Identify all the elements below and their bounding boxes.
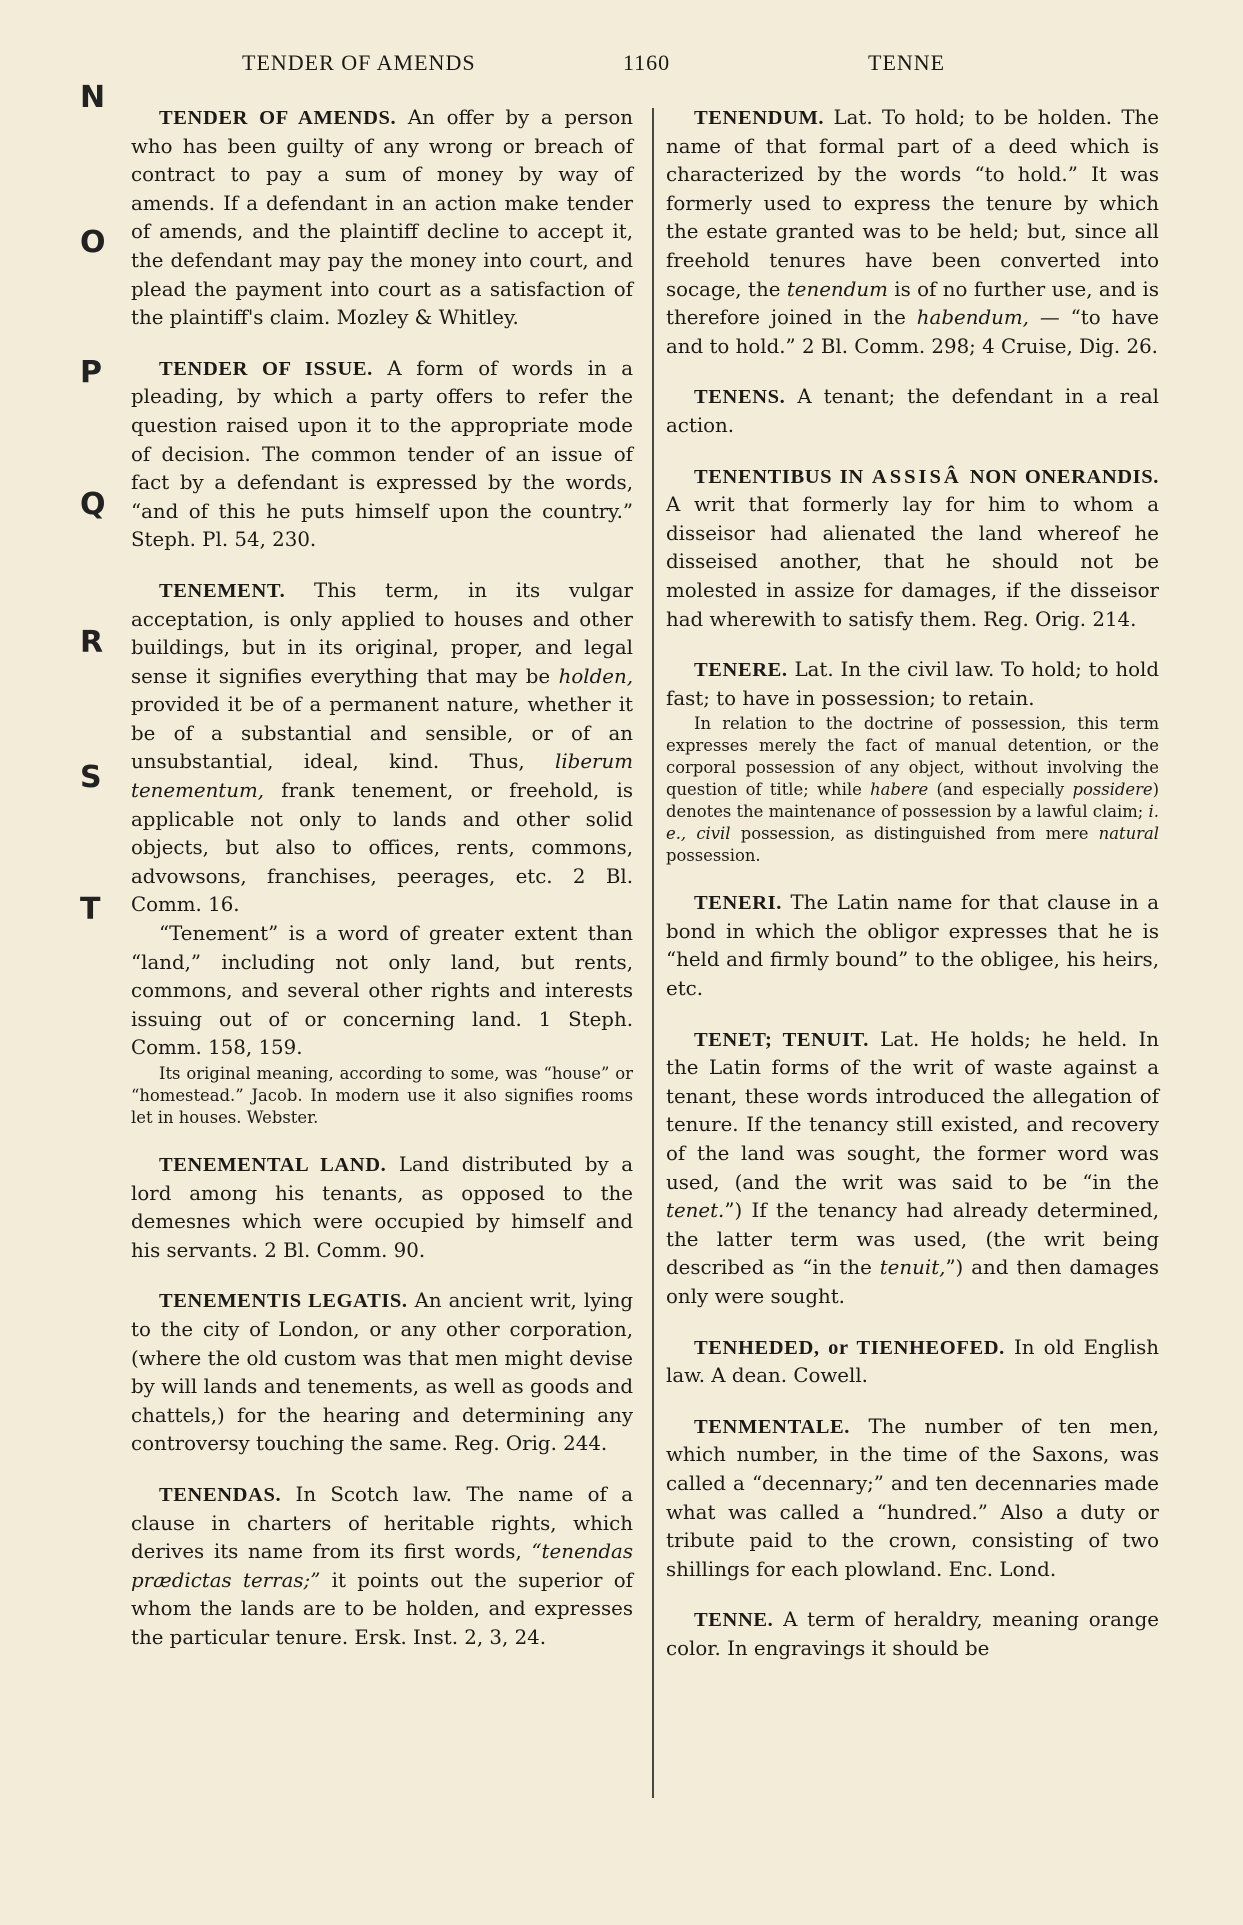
headword: TENENTIBUS IN (694, 465, 864, 488)
entry-tenement (131, 577, 633, 1129)
definition-text: Lat. In the civil law. To hold; to hold fast; to have in possession; to retain. (666, 658, 1159, 710)
definition-text: In old English law. A dean. Cowell. (666, 1335, 1159, 1388)
entry-tenendas (131, 1481, 633, 1653)
headword-spaced: ASSISÂ (871, 465, 962, 488)
definition-text: A term of heraldry, meaning orange color. In engravings it should be (666, 1608, 1159, 1660)
definition-text: A form of words in a pleading, by which a party offers to refer the question raised upon it to the appropriate mode of decision. The common tender of an issue of fact by a defendant is expressed by the words, “and of this he puts himself upon the country.” Steph. Pl. 54, 230. (131, 356, 634, 552)
entry-tender-of-amends (131, 104, 633, 333)
italic-term: tenuit, (879, 1256, 946, 1280)
entry-tenementis-legatis (131, 1287, 633, 1459)
definition-text: provided it be of a permanent nature, whether it be of a substantial and sensible, or of an unsubstantial, ideal, kind. Thus, (131, 693, 633, 774)
entry-tenmentale (666, 1413, 1159, 1585)
definition-text: A writ that formerly lay for him to whom a disseisor had alienated the land whereof he disseised another, that he should not be molested in assize for damages, if the disseisor had wherewith to satisfy them. Reg. Orig. 214. (666, 493, 1159, 631)
headword: TENERE. (694, 659, 788, 682)
definition-text: The Latin name for that clause in a bond in which the obligor expresses that he is “held and firmly bound” to the obligee, his heirs, etc. (666, 891, 1159, 1001)
headword: TENDER OF AMENDS. (159, 107, 397, 129)
thumb-index-letter: R (80, 625, 104, 660)
thumb-index-letter: O (80, 225, 106, 260)
entry-tenemental-land (131, 1151, 633, 1265)
thumb-index-letter: T (80, 892, 101, 927)
note-text: In relation to the doctrine of possession, this term expresses merely the fact of manual detention, or the corporal possession of any object, without involving the question of title; while (666, 714, 1159, 800)
headword: TENDER OF ISSUE. (159, 357, 373, 380)
definition-text: frank tenement, or freehold, is applicable not only to lands and other solid objects, but also to offices, rents, commons, advowsons, franchises, peerages, etc. 2 Bl. Comm. 16. (131, 779, 633, 917)
entry-tenet-tenuit (666, 1026, 1159, 1312)
column-divider (652, 108, 654, 1798)
headword: TENNE. (694, 1609, 774, 1632)
definition-text: ”) and then damages only were sought. (666, 1256, 1159, 1308)
entry-tenne (666, 1606, 1159, 1663)
left-column (131, 104, 633, 1675)
note-text: (and especially (936, 780, 1065, 800)
note-text: ) denotes the maintenance of possession by a lawful claim; (666, 780, 1160, 822)
italic-term: holden, (558, 664, 633, 688)
definition-text: This term, in its vulgar acceptation, is only applied to houses and other buildings, but in its original, proper, and legal sense it signifies everything that may be (131, 578, 633, 688)
page-number: 1160 (623, 50, 671, 75)
thumb-index-letter: Q (80, 487, 106, 522)
headword: TENET; TENUIT. (694, 1028, 869, 1051)
headword: TENMENTALE. (694, 1415, 851, 1438)
italic-term: possidere (1072, 780, 1153, 800)
definition-text: The number of ten men, which number, in the time of the Saxons, was called a “decennary;” and ten decennaries made what was called a “hundred.” Also a duty or tribute paid to the crown, consisting of two shillings for each plowland. Enc. Lond. (666, 1414, 1159, 1581)
running-head (0, 50, 1243, 80)
entry-tenentibus-in-assisa (666, 463, 1159, 635)
italic-term: tenet. (666, 1199, 725, 1223)
definition-text: is of no further use, and is therefore joined in the (666, 277, 1160, 330)
definition-text: In Scotch law. The name of a clause in charters of heritable rights, which derives its name from its first words, (131, 1482, 633, 1564)
italic-term: natural (1098, 824, 1159, 844)
definition-paragraph: “Tenement” is a word of greater extent than “land,” including not only land, but rents, commons, and several other rights and interests issuing out of or concerning land. 1 Steph. Comm. 158, 159. (131, 922, 633, 1060)
headword: TENEMENT. (159, 579, 286, 602)
definition-text: Land distributed by a lord among his tenants, as opposed to the demesnes which were occupied by himself and his servants. 2 Bl. Comm. 90. (131, 1153, 633, 1262)
entry-tenere (666, 656, 1159, 867)
entry-tenheded (666, 1334, 1159, 1391)
italic-term: “tenendas prædictas terras;” (131, 1540, 633, 1592)
definition-text: An ancient writ, lying to the city of London, or any other corporation, (where the old custom was that men might devise by will lands and tenements, as well as goods and chattels,) for the hearing and determining any controversy touching the same. Reg. Orig. 244. (131, 1289, 634, 1456)
definition-text: it points out the superior of whom the lands are to be holden, and expresses the particular tenure. Ersk. Inst. 2, 3, 24. (131, 1568, 633, 1649)
headword: TENEMENTIS LEGATIS. (159, 1290, 408, 1313)
headword: TENHEDED, or TIENHEOFED. (694, 1336, 1005, 1359)
italic-term: tenendum (786, 277, 888, 301)
entry-tenendum (666, 104, 1159, 361)
header-left-guide-word: TENDER OF AMENDS (242, 50, 476, 75)
entry-tender-of-issue (131, 355, 633, 555)
headword: TENEMENTAL LAND. (159, 1154, 387, 1176)
headword: TENENS. (694, 386, 786, 409)
thumb-index-letter: S (80, 760, 102, 795)
note-text: possession. (666, 846, 761, 866)
thumb-index-letter: P (80, 355, 102, 390)
definition-text: An offer by a person who has been guilty of any wrong or breach of contract to pay a sum of money by way of amends. If a defendant in an action make tender of amends, and the plaintiff decline to accept it, the defendant may pay the money into court, and plead the payment into court as a satisfaction of the plaintiff's claim. Mozley & Whitley. (131, 106, 634, 330)
small-print-note: Its original meaning, according to some, was “house” or “homestead.” Jacob. In modern use it also signifies rooms let in houses. Webster. (131, 1064, 633, 1127)
headword: TENENDUM. (694, 107, 825, 129)
italic-term: i. e., civil (666, 802, 1159, 844)
headword: TENERI. (694, 892, 782, 915)
definition-text: Lat. To hold; to be holden. The name of that formal part of a deed which is characterized by the words “to hold.” It was formerly used to express the tenure by which the estate granted was to be held; but, since all freehold tenures have been converted into socage, the (666, 106, 1159, 301)
italic-term: habendum, (916, 306, 1029, 330)
headword: NON ONERANDIS. (969, 465, 1159, 488)
thumb-index-letter: N (80, 80, 106, 115)
definition-text: A tenant; the defendant in a real action. (666, 385, 1159, 437)
definition-text: Lat. He holds; he held. In the Latin forms of the writ of waste against a tenant, these words introduced the allegation of tenure. If the tenancy still existed, and recovery of the land was sought, the former word was used, (and the writ was said to be “in the (666, 1027, 1159, 1194)
note-text: possession, as distinguished from mere (740, 824, 1089, 844)
italic-term: liberum tenementum, (131, 750, 633, 803)
right-column (666, 104, 1159, 1686)
entry-tenens (666, 383, 1159, 440)
entry-teneri (666, 889, 1159, 1003)
headword: TENENDAS. (159, 1483, 282, 1506)
definition-text: ”) If the tenancy had already determined, the latter term was used, (the writ being described as “in the (666, 1199, 1159, 1280)
italic-term: habere (870, 780, 929, 800)
small-print-note (666, 713, 1159, 867)
header-right-guide-word: TENNE (868, 50, 946, 75)
definition-text: — “to have and to hold.” 2 Bl. Comm. 298; 4 Cruise, Dig. 26. (666, 306, 1159, 358)
